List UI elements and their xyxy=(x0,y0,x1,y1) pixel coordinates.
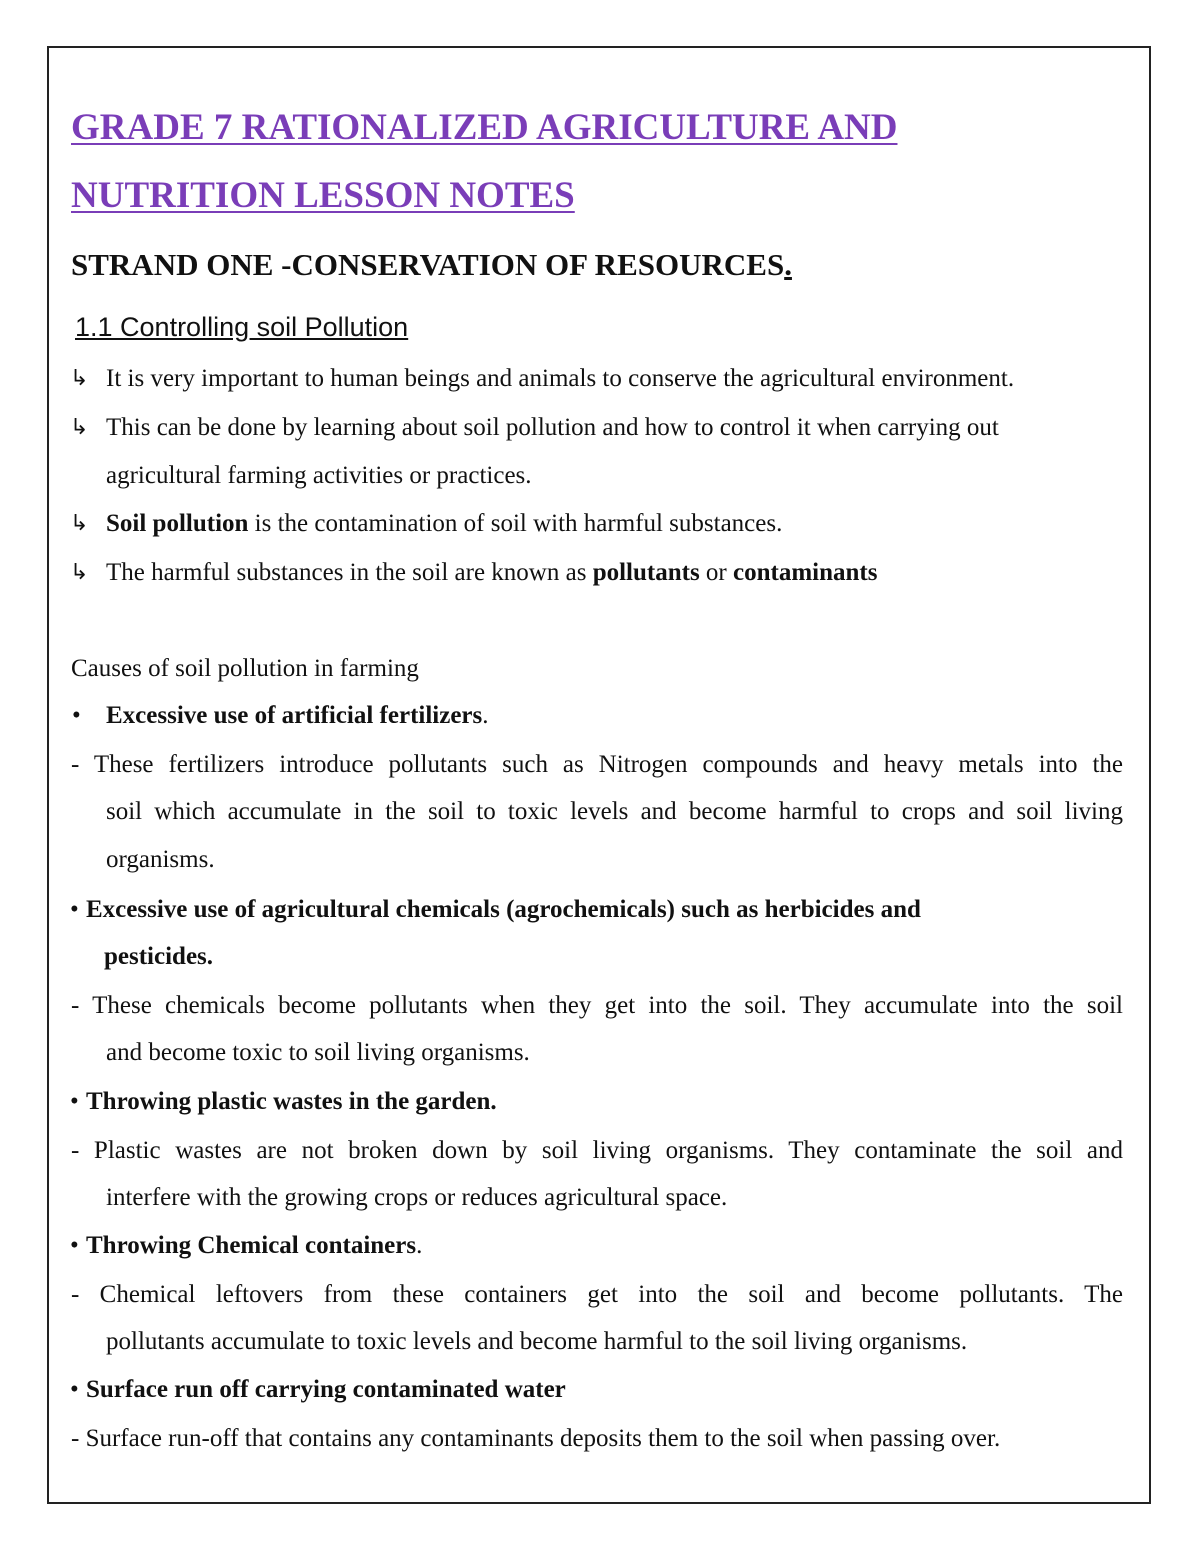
arrow-bullet-icon: ↳ xyxy=(70,560,89,585)
strand-heading-period: . xyxy=(784,247,792,282)
strand-heading-text: STRAND ONE -CONSERVATION OF RESOURCES xyxy=(71,247,785,282)
cause-4-desc-line-2: pollutants accumulate to toxic levels and become harmful to the soil living organisms. xyxy=(106,1328,968,1355)
document-title-line-1: GRADE 7 RATIONALIZED AGRICULTURE AND xyxy=(71,107,898,148)
cause-1-title xyxy=(106,701,489,731)
bullet-icon: • xyxy=(70,1088,79,1115)
cause-2-title-text-2: pesticides. xyxy=(104,943,214,970)
cause-5-title-text: Surface run off carrying contaminated water xyxy=(86,1376,566,1403)
cause-1-desc-line-2: soil which accumulate in the soil to toxic levels and become harmful to crops and soil living xyxy=(106,798,1123,825)
cause-1-desc-line-1: - These fertilizers introduce pollutants such as Nitrogen compounds and heavy metals into the xyxy=(71,751,1123,778)
point-4-term-1: pollutants xyxy=(592,559,700,586)
cause-3-desc-line-2: interfere with the growing crops or reduces agricultural space. xyxy=(106,1184,728,1211)
point-3 xyxy=(106,509,782,539)
cause-4-title-end: . xyxy=(416,1232,423,1259)
point-2-line-1: This can be done by learning about soil pollution and how to control it when carrying out xyxy=(106,414,999,441)
cause-2-title-text: Excessive use of agricultural chemicals (agrochemicals) such as herbicides and xyxy=(86,896,921,923)
document-title-line-2: NUTRITION LESSON NOTES xyxy=(71,175,575,216)
cause-4-title-text: Throwing Chemical containers xyxy=(86,1232,417,1259)
cause-1-desc-line-3: organisms. xyxy=(106,846,215,873)
cause-2-title-line-2 xyxy=(104,942,213,972)
cause-5-desc-line-1: - Surface run-off that contains any contaminants deposits them to the soil when passing over. xyxy=(71,1425,1001,1452)
cause-1-title-text: Excessive use of artificial fertilizers xyxy=(106,702,483,729)
cause-2-desc-line-2: and become toxic to soil living organisms. xyxy=(106,1039,530,1066)
section-heading: 1.1 Controlling soil Pollution xyxy=(75,312,409,342)
arrow-bullet-icon: ↳ xyxy=(70,415,89,440)
point-4-text: The harmful substances in the soil are known as xyxy=(106,559,593,586)
cause-4-desc-line-1: - Chemical leftovers from these containers get into the soil and become pollutants. The xyxy=(71,1281,1123,1308)
point-4-connector: or xyxy=(699,559,733,586)
cause-1-title-end: . xyxy=(482,702,489,729)
arrow-bullet-icon: ↳ xyxy=(70,511,89,536)
cause-2-desc-line-1: - These chemicals become pollutants when they get into the soil. They accumulate into the soil xyxy=(71,992,1123,1019)
cause-2-title-line-1 xyxy=(86,895,921,925)
strand-heading xyxy=(71,246,792,284)
bullet-icon: • xyxy=(70,1232,79,1259)
cause-3-title-text: Throwing plastic wastes in the garden. xyxy=(86,1088,497,1115)
causes-heading: Causes of soil pollution in farming xyxy=(71,655,419,682)
bullet-icon: • xyxy=(70,1376,79,1403)
cause-3-desc-line-1: - Plastic wastes are not broken down by soil living organisms. They contaminate the soil and xyxy=(71,1137,1123,1164)
point-3-term: Soil pollution xyxy=(106,510,249,537)
point-4-term-2: contaminants xyxy=(733,559,878,586)
cause-3-title xyxy=(86,1087,497,1117)
bullet-icon: • xyxy=(72,702,81,729)
point-4 xyxy=(106,558,877,588)
cause-4-title xyxy=(86,1231,422,1261)
cause-5-title xyxy=(86,1375,566,1405)
bullet-icon: • xyxy=(70,896,79,923)
point-2-line-2: agricultural farming activities or practices. xyxy=(106,462,532,489)
point-3-text: is the contamination of soil with harmful substances. xyxy=(248,510,783,537)
point-1-line-1: It is very important to human beings and animals to conserve the agricultural environment. xyxy=(106,365,1015,392)
arrow-bullet-icon: ↳ xyxy=(70,366,89,391)
